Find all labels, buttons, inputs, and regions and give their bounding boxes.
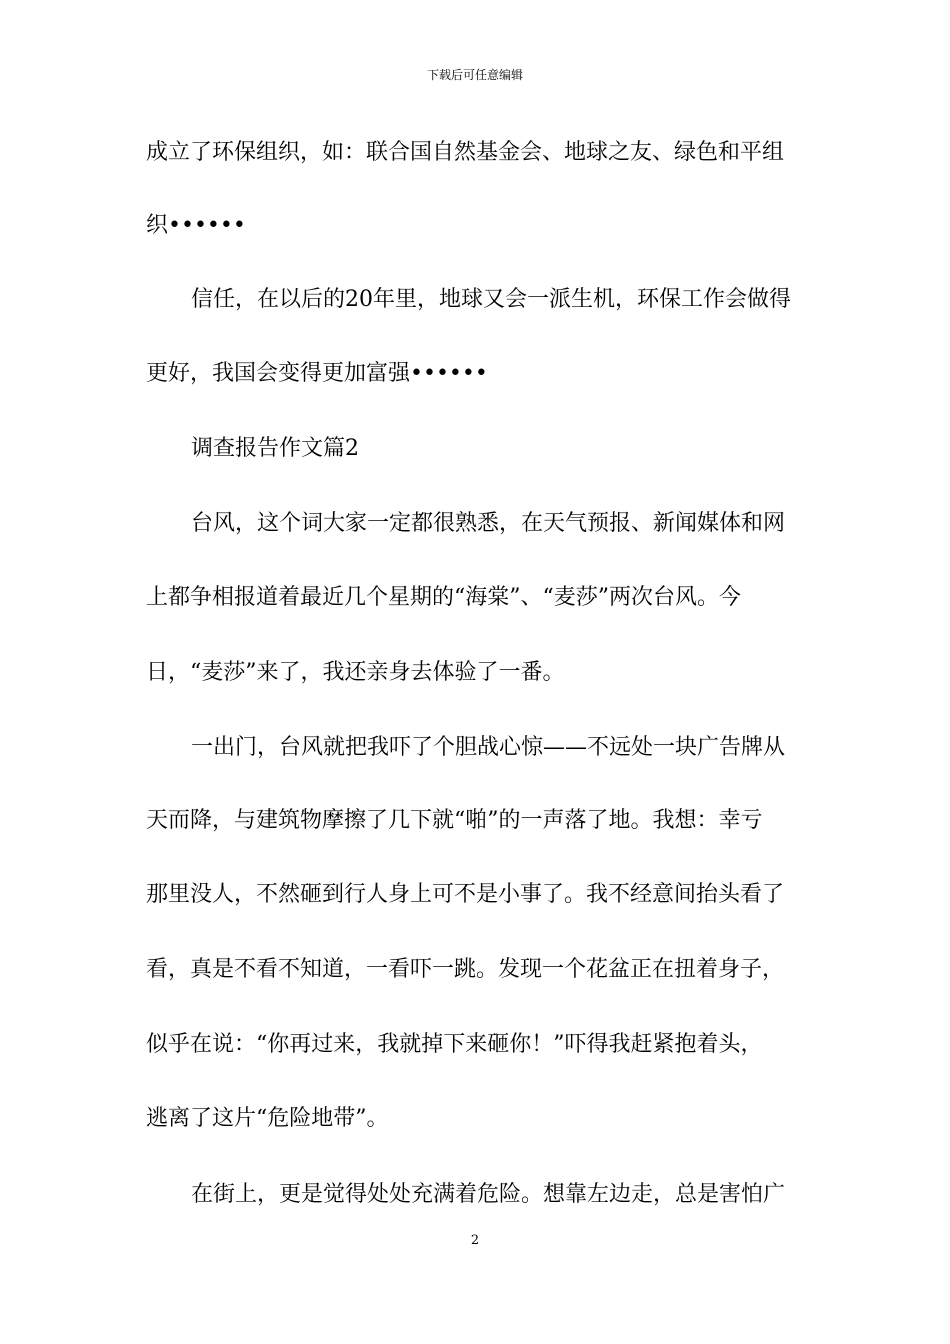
text-line: 更好，我国会变得更加富强•••••• [146,361,488,386]
text-line: 天而降，与建筑物摩擦了几下就“啪”的一声落了地。我想：幸亏 [146,808,763,833]
section-heading: 调查报告作文篇2 [191,436,359,461]
paragraph-start-line: 台风，这个词大家一定都很熟悉，在天气预报、新闻媒体和网 [191,511,786,536]
text-line: 那里没人，不然砸到行人身上可不是小事了。我不经意间抬头看了 [146,882,785,907]
text-line: 成立了环保组织，如：联合国自然基金会、地球之友、绿色和平组 [146,140,785,165]
text-line: 似乎在说：“你再过来，我就掉下来砸你！”吓得我赶紧抱着头， [146,1032,763,1057]
text-line: 逃离了这片“危险地带”。 [146,1106,389,1131]
page-number: 2 [470,1233,480,1248]
page-header: 下载后可任意编辑 [426,68,523,82]
text-line: 日，“麦莎”来了，我还亲身去体验了一番。 [146,660,565,685]
text-line: 上都争相报道着最近几个星期的“海棠”、“麦莎”两次台风。今 [146,585,741,610]
text-line: 看，真是不看不知道，一看吓一跳。发现一个花盆正在扭着身子， [146,957,785,982]
paragraph-start-line: 在街上，更是觉得处处充满着危险。想靠左边走，总是害怕广 [191,1182,786,1207]
paragraph-start-line: 信任，在以后的20年里，地球又会一派生机，环保工作会做得 [191,287,791,312]
paragraph-start-line: 一出门，台风就把我吓了个胆战心惊——不远处一块广告牌从 [191,735,786,760]
text-line: 织•••••• [146,213,246,238]
